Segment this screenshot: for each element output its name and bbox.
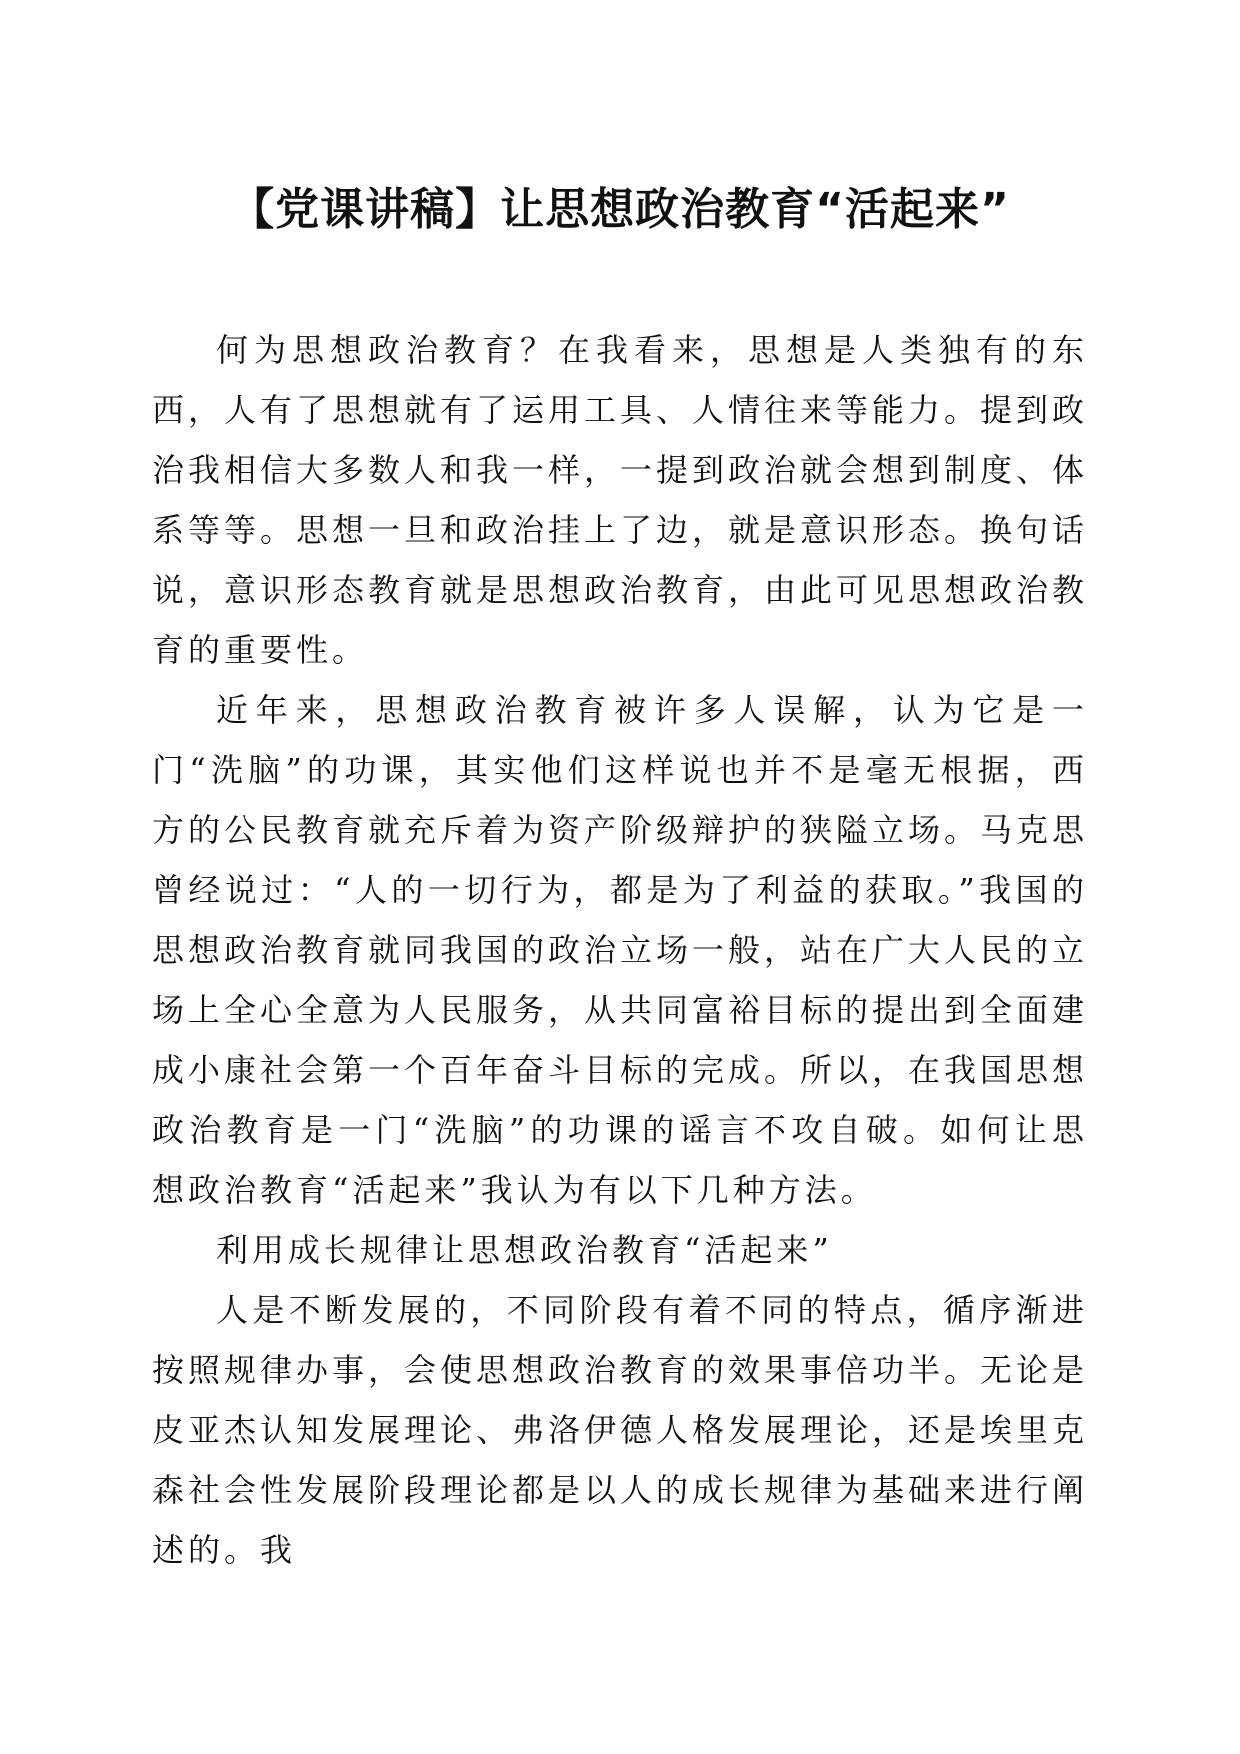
paragraph: 人是不断发展的，不同阶段有着不同的特点，循序渐进按照规律办事，会使思想政治教育的效果事倍功半。无论是皮亚杰认知发展理论、弗洛伊德人格发展理论，还是埃里克森社会性发展阶段理论都是以人的成长规律为基础来进行阐述的。我 — [152, 1291, 1089, 1569]
paragraph: 近年来，思想政治教育被许多人误解，认为它是一门“洗脑”的功课，其实他们这样说也并不是毫无根据，西方的公民教育就充斥着为资产阶级辩护的狭隘立场。马克思曾经说过：“人的一切行为，都是为了利益的获取。”我国的思想政治教育就同我国的政治立场一般，站在广大人民的立场上全心全意为人民服务，从共同富裕目标的提出到全面建成小康社会第一个百年奋斗目标的完成。所以，在我国思想政治教育是一门“洗脑”的功课的谣言不攻自破。如何让思想政治教育“活起来”我认为有以下几种方法。 — [152, 691, 1089, 1209]
section-heading: 利用成长规律让思想政治教育“活起来” — [216, 1231, 833, 1269]
paragraph: 何为思想政治教育？在我看来，思想是人类独有的东西，人有了思想就有了运用工具、人情往来等能力。提到政治我相信大多数人和我一样，一提到政治就会想到制度、体系等等。思想一旦和政治挂上了边，就是意识形态。换句话说，意识形态教育就是思想政治教育，由此可见思想政治教育的重要性。 — [152, 331, 1089, 669]
document-title: 【党课讲稿】让思想政治教育“活起来” — [230, 184, 1010, 235]
document-body — [152, 320, 1088, 1580]
